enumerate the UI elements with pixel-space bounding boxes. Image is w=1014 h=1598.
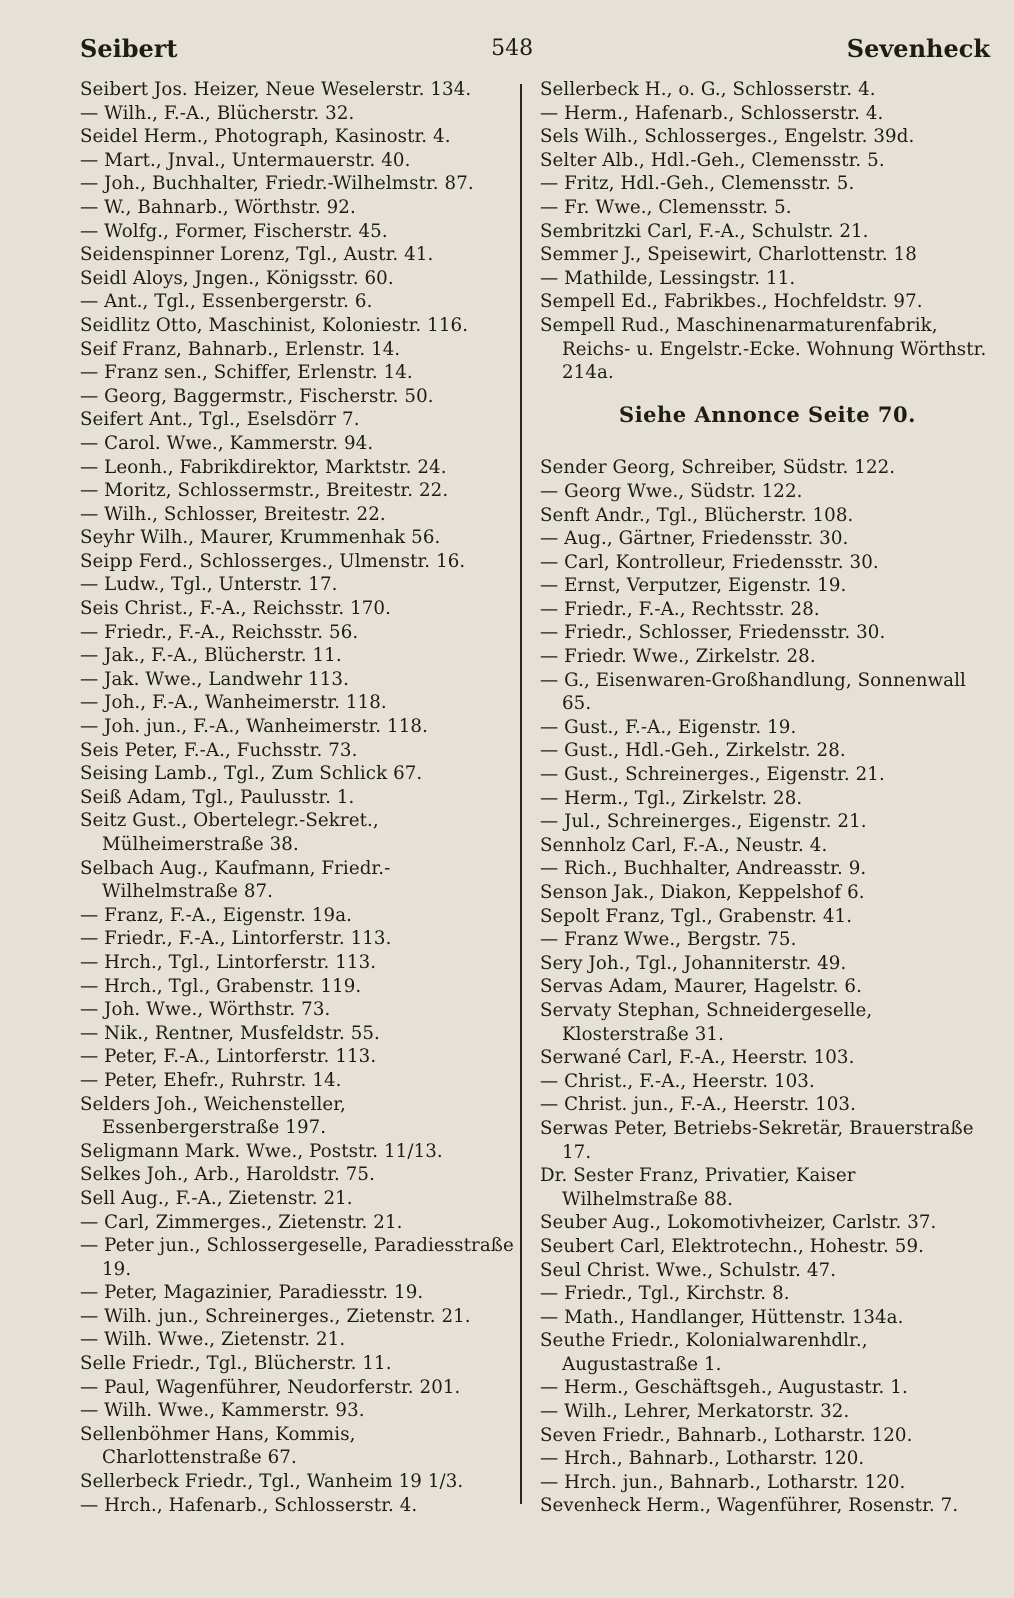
advertisement-notice: Siehe Annonce Seite 70. [619,401,916,427]
directory-entry: Sennholz Carl, F.-A., Neustr. 4. [540,834,828,856]
directory-entry: — Nik., Rentner, Musfeldstr. 55. [80,1022,380,1044]
directory-entry: Dr. Sester Franz, Privatier, Kaiser Wilhelmstraße 88. [540,1165,856,1210]
directory-entry: — Friedr., Schlosser, Friedensstr. 30. [540,622,886,644]
directory-entry: — Franz Wwe., Bergstr. 75. [540,929,797,951]
directory-entry: Sepolt Franz, Tgl., Grabenstr. 41. [540,905,853,927]
directory-entry: Sels Wilh., Schlosserges., Engelstr. 39d. [540,126,915,148]
directory-entry: — Herm., Hafenarb., Schlosserstr. 4. [540,102,884,124]
directory-entry: Seif Franz, Bahnarb., Erlenstr. 14. [80,338,401,360]
right-column-top [540,78,995,385]
directory-entry: — Ant., Tgl., Essenbergerstr. 6. [80,291,373,313]
directory-entry: Seis Peter, F.-A., Fuchsstr. 73. [80,739,358,761]
directory-entry: — Fr. Wwe., Clemensstr. 5. [540,196,792,218]
directory-entry: Seyhr Wilh., Maurer, Krummenhak 56. [80,527,441,549]
left-column [80,78,520,1517]
directory-entry: Senft Andr., Tgl., Blücherstr. 108. [540,504,854,526]
directory-entry: — Gust., Schreinerges., Eigenstr. 21. [540,764,885,786]
directory-entry: — Jak., F.-A., Blücherstr. 11. [80,645,342,667]
directory-entry: — Joh. jun., F.-A., Wanheimerstr. 118. [80,716,428,738]
right-column-bottom [540,456,995,1518]
directory-entry: — Joh. Wwe., Wörthstr. 73. [80,999,331,1021]
directory-entry: — Friedr., F.-A., Lintorferstr. 113. [80,928,392,950]
directory-entry: — Rich., Buchhalter, Andreasstr. 9. [540,858,867,880]
directory-entry: Seidl Aloys, Jngen., Königsstr. 60. [80,267,394,289]
directory-entry: — Moritz, Schlossermstr., Breitestr. 22. [80,480,449,502]
directory-entry: — Herm., Geschäftsgeh., Augustastr. 1. [540,1377,908,1399]
directory-entry: Serwané Carl, F.-A., Heerstr. 103. [540,1047,855,1069]
header-right-keyword: Sevenheck [846,33,990,63]
directory-entry: — Leonh., Fabrikdirektor, Marktstr. 24. [80,456,447,478]
directory-entry: Selter Alb., Hdl.-Geh., Clemensstr. 5. [540,149,885,171]
directory-entry: — Wilh., F.-A., Blücherstr. 32. [80,102,355,124]
directory-entry: Seuthe Friedr., Kolonialwarenhdlr., Augustastraße 1. [540,1330,868,1375]
directory-entry: — Gust., F.-A., Eigenstr. 19. [540,716,797,738]
directory-entry: — Wilh. Wwe., Kammerstr. 93. [80,1400,365,1422]
directory-entry: — Peter jun., Schlossergeselle, Paradiesstraße 19. [80,1235,514,1280]
directory-entry: Servaty Stephan, Schneidergeselle, Klosterstraße 31. [540,999,873,1045]
directory-entry: Sellerbeck H., o. G., Schlosserstr. 4. [540,79,876,100]
directory-entry: Sellenböhmer Hans, Kommis, Charlottenstraße 67. [80,1423,356,1469]
directory-entry: — Wilh. jun., Schreinerges., Zietenstr. 21. [80,1305,471,1327]
directory-entry: Sempell Ed., Fabrikbes., Hochfeldstr. 97. [540,291,923,313]
directory-entry: — Wilh., Lehrer, Merkatorstr. 32. [540,1401,850,1423]
directory-entry: — Peter, Magazinier, Paradiesstr. 19. [80,1282,424,1304]
directory-entry: Seubert Carl, Elektrotechn., Hohestr. 59. [540,1235,925,1257]
directory-entry: Seven Friedr., Bahnarb., Lotharstr. 120. [540,1424,913,1446]
directory-entry: Sery Joh., Tgl., Johanniterstr. 49. [540,952,847,974]
directory-entry: — Mart., Jnval., Untermauerstr. 40. [80,149,411,171]
directory-entry: Sempell Rud., Maschinenarmaturenfabrik, Reichs- u. Engelstr.-Ecke. Wohnung Wörthstr. 214a. [540,314,987,384]
directory-entry: — Peter, F.-A., Lintorferstr. 113. [80,1046,377,1068]
directory-entry: — Friedr., F.-A., Rechtsstr. 28. [540,598,820,620]
directory-entry: Sevenheck Herm., Wagenführer, Rosenstr. 7. [540,1495,959,1517]
directory-entry: Selkes Joh., Arb., Haroldstr. 75. [80,1164,375,1186]
directory-entry: — Friedr., Tgl., Kirchstr. 8. [540,1283,790,1305]
directory-entry: — G., Eisenwaren-Großhandlung, Sonnenwall 65. [540,669,966,715]
directory-entry: — Joh., Buchhalter, Friedr.-Wilhelmstr. 87. [80,173,474,195]
directory-entry: — Friedr. Wwe., Zirkelstr. 28. [540,646,816,668]
directory-entry: — Wolfg., Former, Fischerstr. 45. [80,220,388,242]
directory-entry: — Hrch., Tgl., Grabenstr. 119. [80,975,362,997]
directory-entry: Seis Christ., F.-A., Reichsstr. 170. [80,598,391,620]
directory-entry: Serwas Peter, Betriebs-Sekretär, Brauerstraße 17. [540,1117,974,1163]
directory-entry: Seidel Herm., Photograph, Kasinostr. 4. [80,126,451,148]
directory-entry: Seibert Jos. Heizer, Neue Weselerstr. 134. [80,79,472,100]
directory-entry: Sembritzki Carl, F.-A., Schulstr. 21. [540,220,869,242]
directory-entry: — Hrch., Hafenarb., Schlosserstr. 4. [80,1494,418,1516]
directory-entry: — Peter, Ehefr., Ruhrstr. 14. [80,1069,342,1091]
directory-entry: — Georg Wwe., Südstr. 122. [540,480,803,502]
directory-entry: — Jak. Wwe., Landwehr 113. [80,668,349,690]
directory-entry: — Carl, Zimmerges., Zietenstr. 21. [80,1211,403,1233]
directory-entry: — Christ., F.-A., Heerstr. 103. [540,1070,815,1092]
directory-entry: — Herm., Tgl., Zirkelstr. 28. [540,787,803,809]
directory-entry: Seifert Ant., Tgl., Eselsdörr 7. [80,409,360,431]
directory-entry: — Georg, Baggermstr., Fischerstr. 50. [80,385,434,407]
directory-entry: Seidlitz Otto, Maschinist, Koloniestr. 116. [80,314,469,336]
directory-entry: Seul Christ. Wwe., Schulstr. 47. [540,1259,837,1281]
directory-entry: Sellerbeck Friedr., Tgl., Wanheim 19 1/3. [80,1471,464,1493]
directory-entry: — W., Bahnarb., Wörthstr. 92. [80,196,356,218]
right-column [540,78,995,1518]
directory-entry: — Franz sen., Schiffer, Erlenstr. 14. [80,362,413,384]
directory-entry: — Fritz, Hdl.-Geh., Clemensstr. 5. [540,173,855,195]
column-divider [520,84,522,1504]
page-header [80,30,990,66]
directory-entry: — Wilh. Wwe., Zietenstr. 21. [80,1329,346,1351]
directory-entry: — Wilh., Schlosser, Breitestr. 22. [80,503,386,525]
directory-entry: — Ernst, Verputzer, Eigenstr. 19. [540,575,847,597]
directory-entry: Seiß Adam, Tgl., Paulusstr. 1. [80,786,355,808]
directory-entry: Sell Aug., F.-A., Zietenstr. 21. [80,1187,353,1209]
directory-entry: Sender Georg, Schreiber, Südstr. 122. [540,457,896,479]
directory-entry: Selders Joh., Weichensteller, Essenbergerstraße 197. [80,1093,346,1139]
directory-entry: Senson Jak., Diakon, Keppelshof 6. [540,882,865,903]
header-left-keyword: Seibert [80,33,178,63]
directory-entry: — Paul, Wagenführer, Neudorferstr. 201. [80,1376,461,1398]
directory-entry: Selbach Aug., Kaufmann, Friedr.-Wilhelmstraße 87. [80,857,391,903]
directory-entry: Seidenspinner Lorenz, Tgl., Austr. 41. [80,244,434,266]
directory-entry: — Hrch., Bahnarb., Lotharstr. 120. [540,1448,865,1470]
directory-entry: — Aug., Gärtner, Friedensstr. 30. [540,528,849,550]
directory-entry: — Friedr., F.-A., Reichsstr. 56. [80,621,359,643]
directory-entry: Seligmann Mark. Wwe., Poststr. 11/13. [80,1140,443,1162]
directory-entry: — Gust., Hdl.-Geh., Zirkelstr. 28. [540,740,846,762]
directory-entry: — Jul., Schreinerges., Eigenstr. 21. [540,811,867,833]
directory-entry: — Joh., F.-A., Wanheimerstr. 118. [80,692,387,714]
directory-entry: Seising Lamb., Tgl., Zum Schlick 67. [80,763,423,785]
directory-entry: Servas Adam, Maurer, Hagelstr. 6. [540,976,862,998]
directory-entry: Seuber Aug., Lokomotivheizer, Carlstr. 37. [540,1212,937,1234]
directory-entry: — Mathilde, Lessingstr. 11. [540,267,796,289]
directory-entry: Seipp Ferd., Schlosserges., Ulmenstr. 16. [80,550,466,572]
directory-entry: — Hrch., Tgl., Lintorferstr. 113. [80,951,377,973]
directory-entry: — Math., Handlanger, Hüttenstr. 134a. [540,1306,904,1328]
directory-entry: Semmer J., Speisewirt, Charlottenstr. 18 [540,244,917,266]
directory-entry: Seitz Gust., Obertelegr.-Sekret., Mülheimerstraße 38. [80,810,379,855]
directory-entry: — Ludw., Tgl., Unterstr. 17. [80,574,338,596]
directory-entry: — Christ. jun., F.-A., Heerstr. 103. [540,1094,856,1116]
directory-entry: — Carol. Wwe., Kammerstr. 94. [80,432,374,454]
directory-entry: — Franz, F.-A., Eigenstr. 19a. [80,904,353,926]
directory-entry: — Carl, Kontrolleur, Friedensstr. 30. [540,551,879,573]
directory-entry: — Hrch. jun., Bahnarb., Lotharstr. 120. [540,1471,906,1493]
page-number: 548 [491,35,534,61]
directory-entry: Selle Friedr., Tgl., Blücherstr. 11. [80,1353,392,1375]
